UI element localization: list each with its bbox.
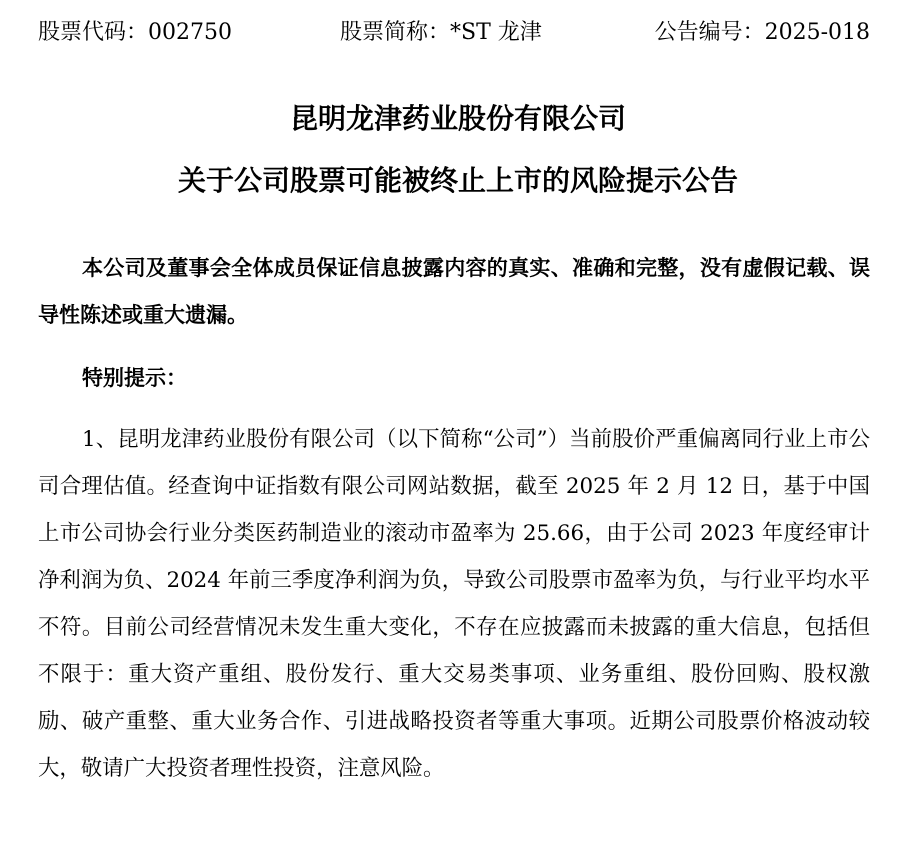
stock-code: 股票代码：002750: [38, 20, 232, 45]
board-statement: 本公司及董事会全体成员保证信息披露内容的真实、准确和完整，没有虚假记载、误导性陈述或重大遗漏。: [38, 256, 870, 327]
special-heading: 特别提示：: [82, 366, 187, 390]
body-paragraph: 1、昆明龙津药业股份有限公司（以下简称“公司”）当前股价严重偏离同行业上市公司合理估值。经查询中证指数有限公司网站数据，截至 2025 年 2 月 12 日，基于中国上市公司协会行业分类医药制造业的滚动市盈率为 25.66，由于公司 2023 年度经审计净利润为负、2024 年前三季度净利润为负，导致公司股票市盈率为负，与行业平均水平不符。目前公司经营情况未发生重大变化，不存在应披露而未披露的重大信息，包括但不限于：重大资产重组、股份发行、重大交易类事项、业务重组、股份回购、股权激励、破产重整、重大业务合作、引进战略投资者等重大事项。近期公司股票价格波动较大，敬请广大投资者理性投资，注意风险。: [38, 427, 870, 781]
notice-number: 公告编号：2025-018: [654, 20, 870, 45]
company-title: 昆明龙津药业股份有限公司: [289, 102, 626, 135]
document-header: [38, 18, 870, 48]
stock-name: 股票简称：*ST 龙津: [340, 20, 542, 45]
notice-title: 关于公司股票可能被终止上市的风险提示公告: [177, 164, 738, 197]
